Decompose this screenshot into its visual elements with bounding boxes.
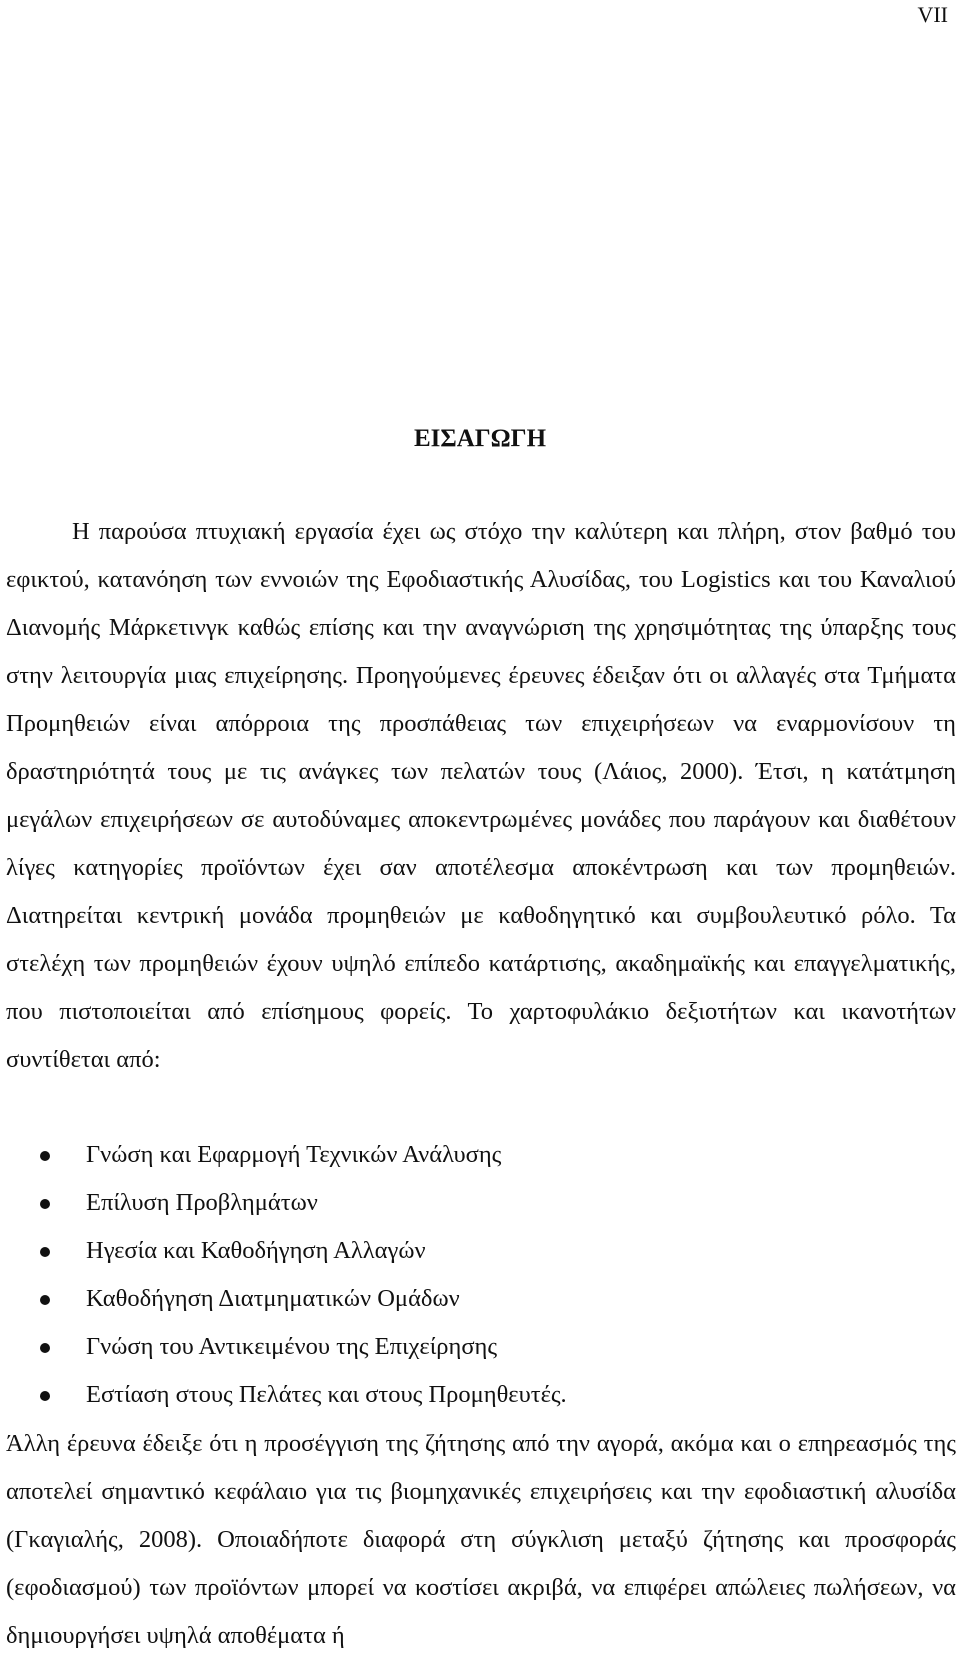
bullet-icon [40, 1199, 50, 1209]
list-item [0, 1371, 960, 1419]
list-item [0, 1323, 960, 1371]
paragraph-intro: Η παρούσα πτυχιακή εργασία έχει ως στόχο την καλύτερη και πλήρη, στον βαθμό του εφικτού, κατανόηση των εννοιών της Εφοδιαστικής Αλυσίδας, του Logistics και του Καναλιού Διανομής Μάρκετινγκ καθώς επίσης και την αναγνώριση της χρησιμότητας της ύπαρξης τους στην λειτουργία μιας επιχείρησης. Προηγούμενες έρευνες έδειξαν ότι οι αλλαγές στα Τμήματα Προμηθειών είναι απόρροια της προσπάθειας των επιχειρήσεων να εναρμονίσουν τη δραστηριότητά τους με τις ανάγκες των πελατών τους (Λάιος, 2000). Έτσι, η κατάτμηση μεγάλων επιχειρήσεων σε αυτοδύναμες αποκεντρωμένες μονάδες που παράγουν και διαθέτουν λίγες κατηγορίες προϊόντων έχει σαν αποτέλεσμα αποκέντρωση και των προμηθειών. Διατηρείται κεντρική μονάδα προμηθειών με καθοδηγητικό και συμβουλευτικό ρόλο. Τα στελέχη των προμηθειών έχουν υψηλό επίπεδο κατάρτισης, ακαδημαϊκής και επαγγελματικής, που πιστοποιείται από επίσημους φορείς. Το χαρτοφυλάκιο δεξιοτήτων και ικανοτήτων συντίθεται από: [6, 518, 956, 1073]
list-item [0, 1131, 960, 1179]
bullet-icon [40, 1391, 50, 1401]
list-item-text: Επίλυση Προβλημάτων [86, 1189, 318, 1216]
list-item [0, 1179, 960, 1227]
list-item-text: Γνώση και Εφαρμογή Τεχνικών Ανάλυσης [86, 1141, 502, 1168]
list-item [0, 1227, 960, 1275]
list-item-text: Καθοδήγηση Διατμηματικών Ομάδων [86, 1285, 460, 1312]
paragraph-research: Άλλη έρευνα έδειξε ότι η προσέγγιση της ζήτησης από την αγορά, ακόμα και ο επηρεασμός της αποτελεί σημαντικό κεφάλαιο για τις βιομηχανικές επιχειρήσεις και την εφοδιαστική αλυσίδα (Γκαγιαλής, 2008). Οποιαδήποτε διαφορά στη σύγκλιση μεταξύ ζήτησης και προσφοράς (εφοδιασμού) των προϊόντων μπορεί να κοστίσει ακριβά, να επιφέρει απώλειες πωλήσεων, να δημιουργήσει υψηλά αποθέματα ή [6, 1430, 956, 1649]
list-item-text: Εστίαση στους Πελάτες και στους Προμηθευτές. [86, 1381, 567, 1408]
list-item [0, 1275, 960, 1323]
bullet-icon [40, 1343, 50, 1353]
list-item-text: Ηγεσία και Καθοδήγηση Αλλαγών [86, 1237, 426, 1264]
bullet-icon [40, 1247, 50, 1257]
page-number: VII [917, 2, 948, 27]
bullet-icon [40, 1295, 50, 1305]
page-title: ΕΙΣΑΓΩΓΗ [413, 425, 547, 452]
list-item-text: Γνώση του Αντικειμένου της Επιχείρησης [86, 1333, 498, 1360]
skills-list [0, 1131, 960, 1419]
bullet-icon [40, 1151, 50, 1161]
